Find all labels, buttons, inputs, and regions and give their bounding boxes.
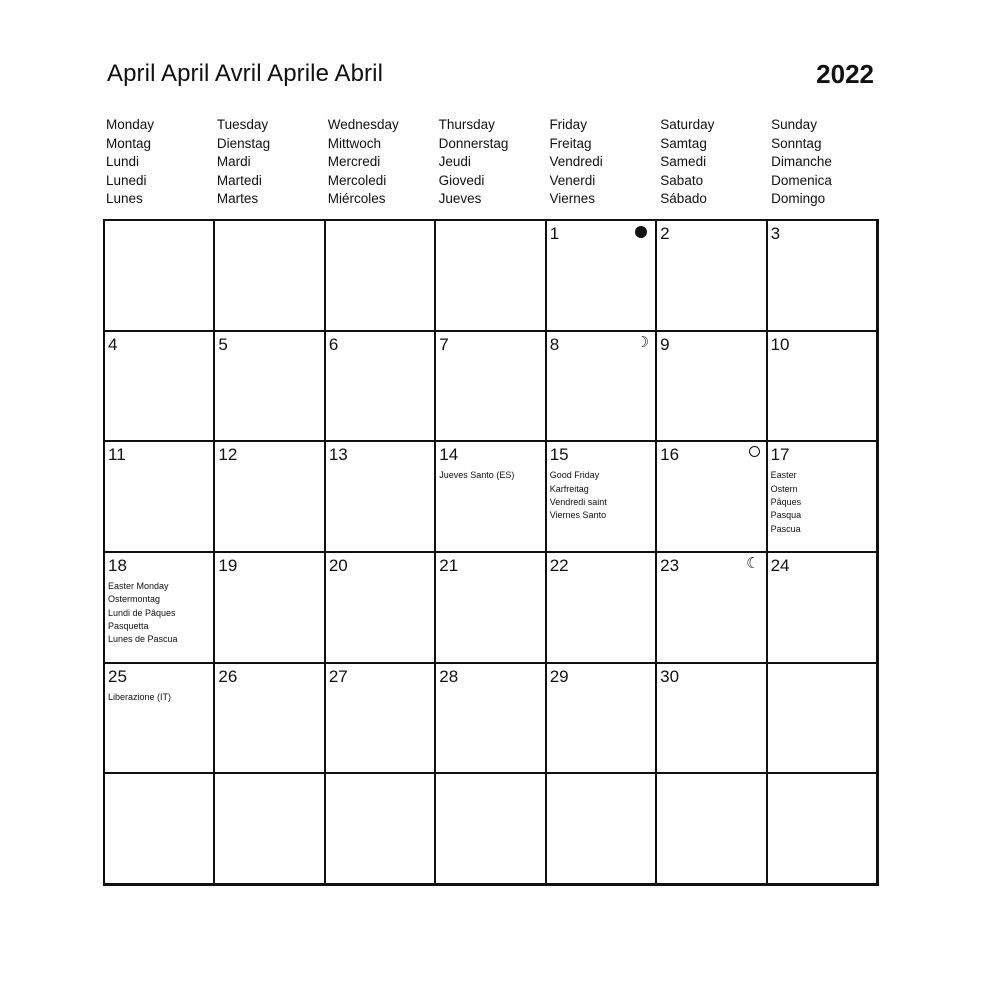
weekday-name: Martes <box>216 191 259 207</box>
empty-cell <box>436 774 546 885</box>
day-cell <box>657 664 767 775</box>
weekday-name: Martedi <box>216 172 262 188</box>
day-number: 13 <box>328 445 348 465</box>
day-number: 2 <box>660 224 670 243</box>
day-number: 16 <box>660 445 680 465</box>
day-number: 9 <box>660 334 670 354</box>
weekday-name: Samedi <box>660 154 707 170</box>
day-number: 21 <box>439 555 459 575</box>
day-number: 23 <box>660 555 680 575</box>
day-cell <box>436 553 546 664</box>
day-cell <box>436 332 546 443</box>
holiday-note: Pasquetta <box>108 620 149 631</box>
weekday-name: Sábado <box>660 191 707 207</box>
empty-cell <box>657 774 767 885</box>
weekday-name: Jeudi <box>438 154 471 170</box>
day-cell <box>326 442 436 553</box>
day-number: 8 <box>549 334 560 354</box>
empty-cell <box>436 221 546 332</box>
day-cell <box>105 442 215 553</box>
holiday-note: Pâques <box>770 496 802 507</box>
day-cell <box>657 553 767 664</box>
day-cell <box>105 664 215 775</box>
holiday-note: Lundi de Pâques <box>108 607 176 618</box>
weekday-name: Venerdi <box>549 172 596 188</box>
weekday-column <box>771 116 882 209</box>
holiday-note: Ostern <box>770 483 798 494</box>
day-cell <box>215 664 325 775</box>
day-cell <box>547 553 657 664</box>
day-cell <box>657 221 767 332</box>
last-quarter-moon-icon: ☾ <box>746 553 760 572</box>
empty-cell <box>215 221 325 332</box>
weekday-name: Mercredi <box>327 154 381 170</box>
day-number: 4 <box>108 334 118 354</box>
full-moon-icon <box>749 446 760 457</box>
holiday-note: Karfreitag <box>549 483 589 494</box>
empty-cell <box>105 221 215 332</box>
empty-cell <box>105 774 215 885</box>
holiday-note: Vendredi saint <box>549 496 607 507</box>
weekday-name: Mardi <box>216 154 251 170</box>
weekday-name: Dienstag <box>216 135 271 151</box>
day-cell <box>547 221 657 332</box>
first-quarter-moon-icon: ☽ <box>635 332 650 351</box>
day-number: 20 <box>328 555 348 575</box>
day-cell <box>326 553 436 664</box>
empty-cell <box>768 664 878 775</box>
weekday-name: Wednesday <box>327 117 399 132</box>
day-number: 26 <box>218 666 238 686</box>
holiday-notes <box>108 691 210 704</box>
day-number: 19 <box>218 555 238 575</box>
empty-cell <box>326 774 436 885</box>
weekday-name: Donnerstag <box>438 135 509 151</box>
day-number: 10 <box>770 334 790 354</box>
empty-cell <box>215 774 325 885</box>
day-cell <box>768 442 878 553</box>
weekday-name: Jueves <box>438 191 482 207</box>
weekday-name: Monday <box>106 117 155 132</box>
day-number: 6 <box>328 334 339 354</box>
weekday-column <box>328 116 439 209</box>
day-cell <box>105 332 215 443</box>
calendar-grid <box>103 219 879 886</box>
day-cell <box>105 553 215 664</box>
weekday-header <box>106 116 882 209</box>
weekday-name: Vendredi <box>549 154 603 170</box>
day-number: 7 <box>439 334 449 354</box>
weekday-column <box>217 116 328 209</box>
holiday-note: Jueves Santo (ES) <box>439 470 515 481</box>
day-cell <box>215 553 325 664</box>
day-cell <box>768 332 878 443</box>
day-number: 17 <box>770 445 790 465</box>
empty-cell <box>547 774 657 885</box>
day-number: 5 <box>218 334 228 354</box>
weekday-name: Mittwoch <box>327 135 381 151</box>
day-number: 14 <box>439 445 459 465</box>
holiday-note: Easter <box>770 470 797 481</box>
weekday-name: Friday <box>549 117 587 132</box>
weekday-name: Lunedi <box>106 172 147 188</box>
holiday-note: Pasqua <box>770 510 802 521</box>
weekday-column <box>660 116 771 209</box>
weekday-column <box>106 116 217 209</box>
holiday-note: Liberazione (IT) <box>108 691 172 702</box>
holiday-notes <box>771 469 873 535</box>
year-label: 2022 <box>816 59 874 89</box>
day-number: 28 <box>439 666 459 686</box>
weekday-name: Sabato <box>660 172 704 188</box>
holiday-note: Viernes Santo <box>549 510 607 521</box>
day-cell <box>215 332 325 443</box>
day-cell <box>657 332 767 443</box>
day-cell <box>547 664 657 775</box>
weekday-name: Sonntag <box>771 135 822 151</box>
weekday-name: Giovedi <box>438 172 485 188</box>
day-cell <box>436 664 546 775</box>
day-number: 18 <box>108 555 127 575</box>
day-number: 1 <box>549 224 560 243</box>
weekday-name: Tuesday <box>216 117 269 132</box>
holiday-notes <box>439 469 541 482</box>
empty-cell <box>768 774 878 885</box>
day-cell <box>547 442 657 553</box>
weekday-name: Saturday <box>660 117 715 132</box>
holiday-notes <box>108 580 210 646</box>
day-number: 15 <box>549 445 569 465</box>
weekday-name: Viernes <box>549 191 595 207</box>
day-number: 30 <box>660 666 680 686</box>
day-cell <box>326 664 436 775</box>
weekday-column <box>549 116 660 209</box>
day-cell <box>215 442 325 553</box>
day-number: 12 <box>218 445 238 465</box>
holiday-notes <box>550 469 652 522</box>
weekday-name: Freitag <box>549 135 592 151</box>
day-number: 11 <box>108 445 126 465</box>
weekday-name: Domenica <box>771 172 832 188</box>
day-cell <box>768 553 878 664</box>
day-cell <box>768 221 878 332</box>
weekday-column <box>439 116 550 209</box>
day-number: 22 <box>549 555 569 575</box>
day-cell <box>657 442 767 553</box>
day-number: 25 <box>108 666 127 686</box>
holiday-note: Good Friday <box>549 470 600 481</box>
weekday-name: Sunday <box>771 117 817 132</box>
weekday-name: Thursday <box>438 117 495 132</box>
weekday-name: Samtag <box>660 135 707 151</box>
weekday-name: Dimanche <box>771 154 832 170</box>
day-number: 29 <box>549 666 569 686</box>
day-cell <box>547 332 657 443</box>
day-cell <box>436 442 546 553</box>
empty-cell <box>326 221 436 332</box>
day-cell <box>326 332 436 443</box>
weekday-name: Mercoledi <box>327 172 387 188</box>
holiday-note: Pascua <box>770 523 801 534</box>
holiday-note: Ostermontag <box>108 594 161 605</box>
day-number: 27 <box>328 666 348 686</box>
weekday-name: Miércoles <box>327 191 386 207</box>
day-number: 3 <box>770 224 781 243</box>
day-number: 24 <box>770 555 790 575</box>
weekday-name: Domingo <box>771 191 826 207</box>
weekday-name: Lundi <box>106 154 140 170</box>
holiday-note: Easter Monday <box>108 580 169 591</box>
weekday-name: Montag <box>106 135 152 151</box>
holiday-note: Lunes de Pascua <box>108 634 178 645</box>
month-title: April April Avril Aprile Abril <box>107 60 383 87</box>
weekday-name: Lunes <box>106 191 143 207</box>
